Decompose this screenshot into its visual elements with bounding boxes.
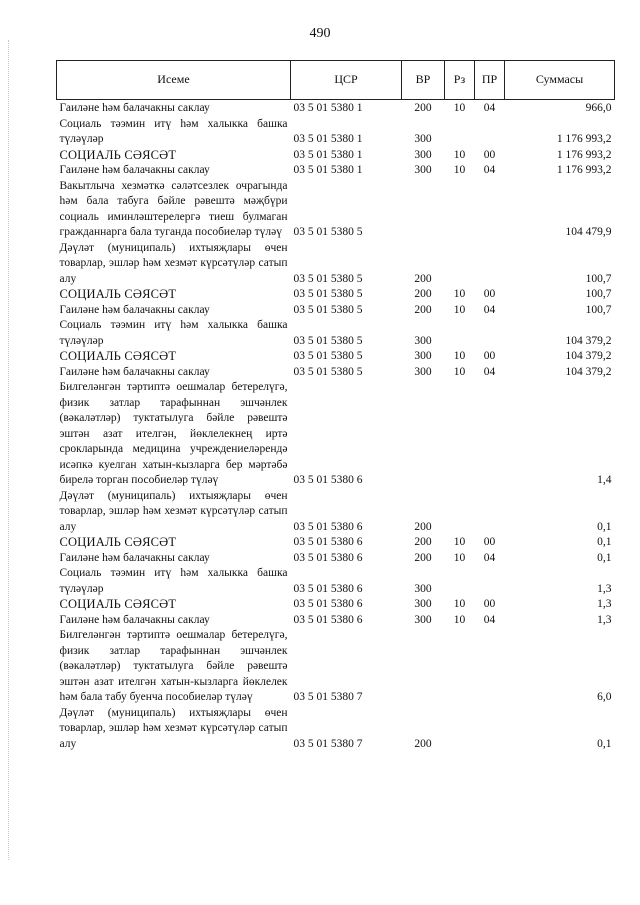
row-vr-code: 300 <box>414 334 432 347</box>
row-sum: 0,1 <box>597 536 612 548</box>
row-vr-code: 300 <box>414 613 432 626</box>
table-row <box>57 163 615 179</box>
row-rz-code: 10 <box>453 102 466 114</box>
row-pr-code <box>475 706 505 753</box>
row-vr-code <box>402 179 445 241</box>
header-rz: Рз <box>445 61 475 100</box>
row-pr-code: 00 <box>483 598 496 610</box>
row-vr-code: 200 <box>414 303 432 316</box>
row-sum: 1 176 993,2 <box>556 164 612 176</box>
table-row <box>57 706 615 753</box>
row-rz-code <box>445 117 475 148</box>
row-sum: 966,0 <box>585 102 612 114</box>
row-csr-code: 03 5 01 5380 6 <box>293 598 363 610</box>
row-name: Социаль тәэмин итү һәм халыкка башка түләүләр <box>59 567 288 595</box>
table-header <box>57 61 615 100</box>
row-pr-code <box>475 380 505 489</box>
row-vr-code: 300 <box>414 133 432 145</box>
row-pr-code <box>475 628 505 706</box>
row-name: СОЦИАЛЬ СӘЯСӘТ <box>59 147 177 162</box>
row-vr-code: 300 <box>414 582 432 595</box>
row-pr-code <box>475 241 505 288</box>
row-sum: 1,3 <box>597 613 612 626</box>
row-sum: 1 176 993,2 <box>556 148 612 161</box>
row-vr-code: 200 <box>414 102 432 114</box>
row-rz-code: 10 <box>453 365 466 378</box>
row-vr-code: 200 <box>414 737 432 750</box>
page-number: 490 <box>309 26 331 41</box>
row-csr-code: 03 5 01 5380 5 <box>293 365 363 378</box>
row-pr-code: 04 <box>483 613 496 626</box>
row-name: Гаиләне һәм балачакны саклау <box>59 551 210 564</box>
row-sum: 1,3 <box>597 598 612 610</box>
row-name: Дәүләт (муниципаль) ихтыяҗлары өчен товарлар, эшләр һәм хезмәт күрсәтүләр сатып алу <box>59 706 288 750</box>
row-name: Дәүләт (муниципаль) ихтыяҗлары өчен товарлар, эшләр һәм хезмәт күрсәтүләр сатып алу <box>59 241 288 285</box>
table-row <box>57 628 615 706</box>
row-csr-code: 03 5 01 5380 6 <box>293 613 363 626</box>
row-rz-code <box>445 706 475 753</box>
row-csr-code: 03 5 01 5380 7 <box>293 737 363 750</box>
row-vr-code: 200 <box>414 272 432 285</box>
row-vr-code: 300 <box>414 164 432 176</box>
table-row <box>57 349 615 365</box>
row-pr-code: 04 <box>483 164 496 176</box>
row-sum: 0,1 <box>597 737 612 750</box>
row-pr-code <box>475 566 505 597</box>
table-row <box>57 117 615 148</box>
row-pr-code: 00 <box>483 350 496 362</box>
row-csr-code: 03 5 01 5380 7 <box>293 691 363 703</box>
row-rz-code: 10 <box>453 303 466 316</box>
row-sum: 0,1 <box>597 520 612 533</box>
row-name: Социаль тәэмин итү һәм халыкка башка түләүләр <box>59 319 288 347</box>
table-row <box>57 380 615 489</box>
row-sum: 100,7 <box>585 272 612 285</box>
row-csr-code: 03 5 01 5380 5 <box>293 334 363 347</box>
row-csr-code: 03 5 01 5380 5 <box>293 226 363 238</box>
row-rz-code <box>445 489 475 536</box>
row-rz-code: 10 <box>453 350 466 362</box>
row-csr-code: 03 5 01 5380 5 <box>293 303 363 316</box>
table-row <box>57 489 615 536</box>
row-vr-code: 300 <box>414 148 432 161</box>
row-sum: 104 379,2 <box>565 350 612 362</box>
row-csr-code: 03 5 01 5380 6 <box>293 474 363 486</box>
row-csr-code: 03 5 01 5380 1 <box>293 102 363 114</box>
row-vr-code: 200 <box>414 288 432 300</box>
row-pr-code: 00 <box>483 536 496 548</box>
row-pr-code <box>475 117 505 148</box>
row-name: Социаль тәэмин итү һәм халыкка башка түләүләр <box>59 117 288 145</box>
row-pr-code: 04 <box>483 365 496 378</box>
row-sum: 104 479,9 <box>565 226 612 238</box>
row-name: СОЦИАЛЬ СӘЯСӘТ <box>59 287 177 301</box>
table-row <box>57 303 615 319</box>
row-name: Гаиләне һәм балачакны саклау <box>59 164 210 176</box>
table-row <box>57 597 615 613</box>
row-sum: 104 379,2 <box>565 334 612 347</box>
row-name: Гаиләне һәм балачакны саклау <box>59 303 210 316</box>
row-csr-code: 03 5 01 5380 5 <box>293 350 363 362</box>
row-csr-code: 03 5 01 5380 6 <box>293 536 363 548</box>
table-row <box>57 613 615 629</box>
row-rz-code <box>445 566 475 597</box>
row-rz-code: 10 <box>453 598 466 610</box>
row-pr-code: 00 <box>483 288 496 300</box>
row-pr-code: 00 <box>483 148 496 161</box>
table-row <box>57 535 615 551</box>
row-vr-code: 200 <box>414 551 432 564</box>
table-row <box>57 318 615 349</box>
table-row <box>57 566 615 597</box>
table-row <box>57 100 615 117</box>
row-sum: 104 379,2 <box>565 365 612 378</box>
row-vr-code <box>402 628 445 706</box>
row-pr-code <box>475 489 505 536</box>
row-vr-code: 300 <box>414 365 432 378</box>
row-csr-code: 03 5 01 5380 6 <box>293 551 363 564</box>
row-pr-code: 04 <box>483 102 496 114</box>
row-csr-code: 03 5 01 5380 1 <box>293 148 363 161</box>
row-rz-code: 10 <box>453 551 466 564</box>
row-csr-code: 03 5 01 5380 5 <box>293 272 363 285</box>
row-csr-code: 03 5 01 5380 6 <box>293 582 363 595</box>
header-name: Исеме <box>57 61 291 100</box>
row-rz-code <box>445 628 475 706</box>
row-vr-code: 300 <box>414 350 432 362</box>
row-name: Гаиләне һәм балачакны саклау <box>59 365 210 378</box>
row-vr-code: 200 <box>414 536 432 548</box>
row-name: Билгеләнгән тәртиптә оешмалар бетерелүгә, физик затлар тарафыннан эшчәнлек (вәкаләтләр) туктатылуга бәйле рәвештә эштән азат ителгән, йөклелекнең иртә срокларында медицина учреждениеләрендә исәпкә куелган хатын-кызларга бер мәртәбә бирелә торган пособиеләр түләү <box>59 381 288 486</box>
row-rz-code: 10 <box>453 288 466 300</box>
row-csr-code: 03 5 01 5380 1 <box>293 164 363 176</box>
table-row <box>57 179 615 241</box>
row-csr-code: 03 5 01 5380 1 <box>293 133 363 145</box>
row-name: СОЦИАЛЬ СӘЯСӘТ <box>59 597 177 611</box>
table-row <box>57 287 615 303</box>
row-pr-code <box>475 318 505 349</box>
row-vr-code <box>402 380 445 489</box>
row-sum: 1 176 993,2 <box>556 133 612 145</box>
row-sum: 100,7 <box>585 303 612 316</box>
budget-table <box>56 60 615 752</box>
table-row <box>57 551 615 567</box>
row-name: Дәүләт (муниципаль) ихтыяҗлары өчен товарлар, эшләр һәм хезмәт күрсәтүләр сатып алу <box>59 489 288 533</box>
row-name: Вакытлыча хезмәткә сәләтсезлек очрагында һәм бала табуга бәйле рәвештә мәҗбүри социаль иминләштерелергә тиеш булмаган гражданнарга бала туганда пособиеләр түләү <box>59 179 288 238</box>
page-edge-marks <box>8 40 9 860</box>
table-row <box>57 241 615 288</box>
row-csr-code: 03 5 01 5380 6 <box>293 520 363 533</box>
row-rz-code: 10 <box>453 148 466 161</box>
row-sum: 1,4 <box>597 474 612 486</box>
row-pr-code: 04 <box>483 303 496 316</box>
row-rz-code: 10 <box>453 613 466 626</box>
row-sum: 6,0 <box>597 691 612 703</box>
header-vr: ВР <box>402 61 445 100</box>
row-name: СОЦИАЛЬ СӘЯСӘТ <box>59 349 177 363</box>
row-sum: 1,3 <box>597 582 612 595</box>
row-csr-code: 03 5 01 5380 5 <box>293 288 363 300</box>
row-rz-code: 10 <box>453 164 466 176</box>
row-pr-code <box>475 179 505 241</box>
header-row <box>57 61 615 100</box>
table-row <box>57 148 615 164</box>
row-name: Гаиләне һәм балачакны саклау <box>59 102 210 114</box>
table-row <box>57 365 615 381</box>
row-sum: 0,1 <box>597 551 612 564</box>
row-name: СОЦИАЛЬ СӘЯСӘТ <box>59 535 177 549</box>
row-name: Гаиләне һәм балачакны саклау <box>59 613 210 626</box>
row-rz-code <box>445 380 475 489</box>
row-sum: 100,7 <box>585 288 612 300</box>
row-vr-code: 300 <box>414 598 432 610</box>
row-pr-code: 04 <box>483 551 496 564</box>
header-pr: ПР <box>475 61 505 100</box>
row-name: Билгеләнгән тәртиптә оешмалар бетерелүгә, физик затлар тарафыннан эшчәнлек (вәкаләтләр) туктатылуга бәйле рәвештә эштән азат ителгән хатын-кызларга йөклелек һәм бала табу буенча пособиеләр түләү <box>59 629 288 703</box>
row-rz-code <box>445 318 475 349</box>
header-csr: ЦСР <box>291 61 402 100</box>
table-body <box>57 100 615 753</box>
row-rz-code <box>445 179 475 241</box>
row-rz-code <box>445 241 475 288</box>
row-rz-code: 10 <box>453 536 466 548</box>
row-vr-code: 200 <box>414 520 432 533</box>
header-sum: Суммасы <box>505 61 615 100</box>
